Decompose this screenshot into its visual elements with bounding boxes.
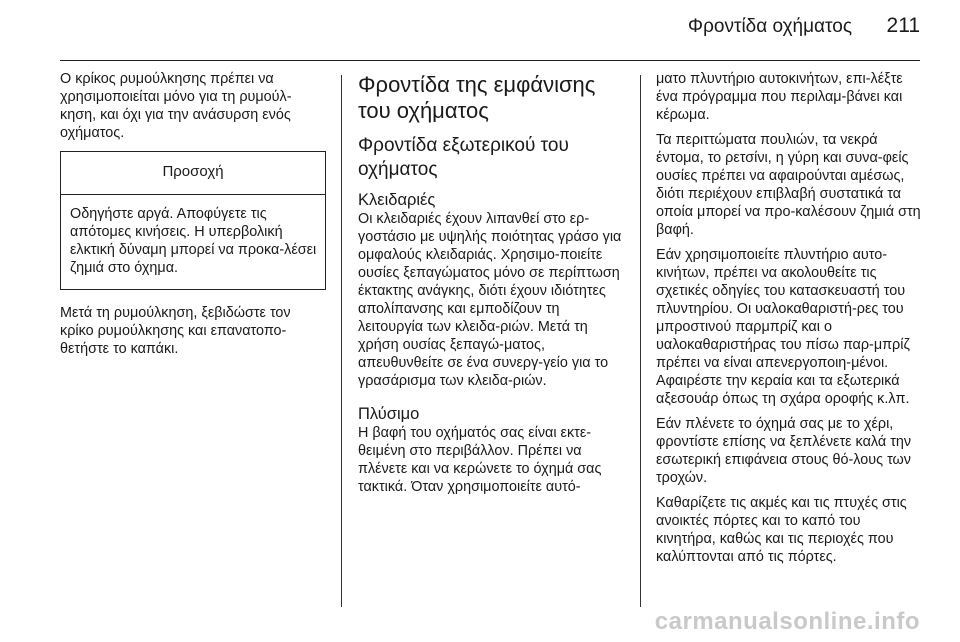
caution-box: [60, 151, 326, 290]
column-middle: [358, 70, 626, 496]
subsection-title: Φροντίδα εξωτερικού του οχήματος: [358, 135, 569, 180]
locks-text: Οι κλειδαριές έχουν λιπανθεί στο ερ-γοστάσιο με υψηλής ποιότητας γράσο για ομφαλούς κλειδαριάς. Χρησιμο-ποιείτε ουσίες ξεπαγώματος μόνο σε περίπτωση έκτακτης ανάγκης, διότι έχουν ιδιότητες απολίπανσης και εμποδίζουν τη λειτουργία των κλειδα-ριών. Μετά τη χρήση ουσίας ξεπαγώ-ματος, απευθυνθείτε σε ένα συνεργ-γείο για το γρασάρισμα των κλειδα-ριών.: [358, 211, 622, 389]
hand-wash-text: Εάν πλένετε το όχημά σας με το χέρι, φροντίστε επίσης να ξεπλένετε καλά την εσωτερική επιφάνεια στους θό-λους των τροχών.: [656, 416, 912, 486]
car-wash-instructions-text: Εάν χρησιμοποιείτε πλυντήριο αυτο-κινήτων, πρέπει να ακολουθείτε τις σχετικές οδηγίες του κατασκευαστή του πλυντηρίου. Οι υαλοκαθαριστή-ρες του μπροστινού παρμπρίζ και ο υαλοκαθαριστήρας του πίσω παρ-μπρίζ πρέπει να είναι απενεργοποιη-μένοι. Αφαιρέστε την κεραία και τα εξωτερικά αξεσουάρ όπως τη σχάρα οροφής κ.λπ.: [656, 247, 910, 407]
header-title: Φροντίδα οχήματος: [687, 16, 852, 37]
page-header: [0, 0, 960, 62]
locks-heading: Κλειδαριές: [358, 191, 436, 209]
caution-text: Οδηγήστε αργά. Αποφύγετε τις απότομες κινήσεις. Η υπερβολική ελκτική δύναμη μπορεί να προκα-λέσει ζημιά στο όχημα.: [70, 206, 317, 276]
column-divider: [341, 75, 342, 607]
car-wash-program-text: ματο πλυντήριο αυτοκινήτων, επι-λέξτε ένα πρόγραμμα που περιλαμ-βάνει και κέρωμα.: [656, 71, 903, 123]
page-number: 211: [886, 14, 920, 37]
edges-cleaning-text: Καθαρίζετε τις ακμές και τις πτυχές στις ανοικτές πόρτες και το καπό του κινητήρα, καθώς και τις περιοχές που καλύπτονται από τις πόρτες.: [656, 495, 907, 565]
towing-eye-intro: Ο κρίκος ρυμούλκησης πρέπει να χρησιμοποιείται μόνο για τη ρυμούλ-κηση, και όχι για την ανάσυρση ενός οχήματος.: [60, 71, 292, 141]
caution-title: Προσοχή: [61, 152, 325, 195]
washing-text: Η βαφή του οχήματός σας είναι εκτε-θειμένη στο περιβάλλον. Πρέπει να πλένετε και να κερώνετε το όχημά σας τακτικά. Όταν χρησιμοποιείτε αυτό-: [358, 425, 602, 495]
watermark: carmanualsonline.info: [654, 608, 920, 635]
contaminants-text: Τα περιττώματα πουλιών, τα νεκρά έντομα, το ρετσίνι, η γύρη και συνα-φείς ουσίες πρέπει να αφαιρούνται αμέσως, διότι περιέχουν επιβλαβή συστατικά τα οποία μπορεί να προ-καλέσουν ζημιά στη βαφή.: [656, 132, 921, 238]
section-title: Φροντίδα της εμφάνισης του οχήματος: [358, 72, 596, 123]
column-left: [60, 70, 326, 358]
column-right: [656, 70, 922, 566]
column-divider: [640, 75, 641, 607]
header-divider: [60, 60, 920, 61]
after-towing-text: Μετά τη ρυμούλκηση, ξεβιδώστε τον κρίκο ρυμούλκησης και επανατοπο-θετήστε το καπάκι.: [60, 305, 291, 357]
washing-heading: Πλύσιμο: [358, 405, 420, 423]
